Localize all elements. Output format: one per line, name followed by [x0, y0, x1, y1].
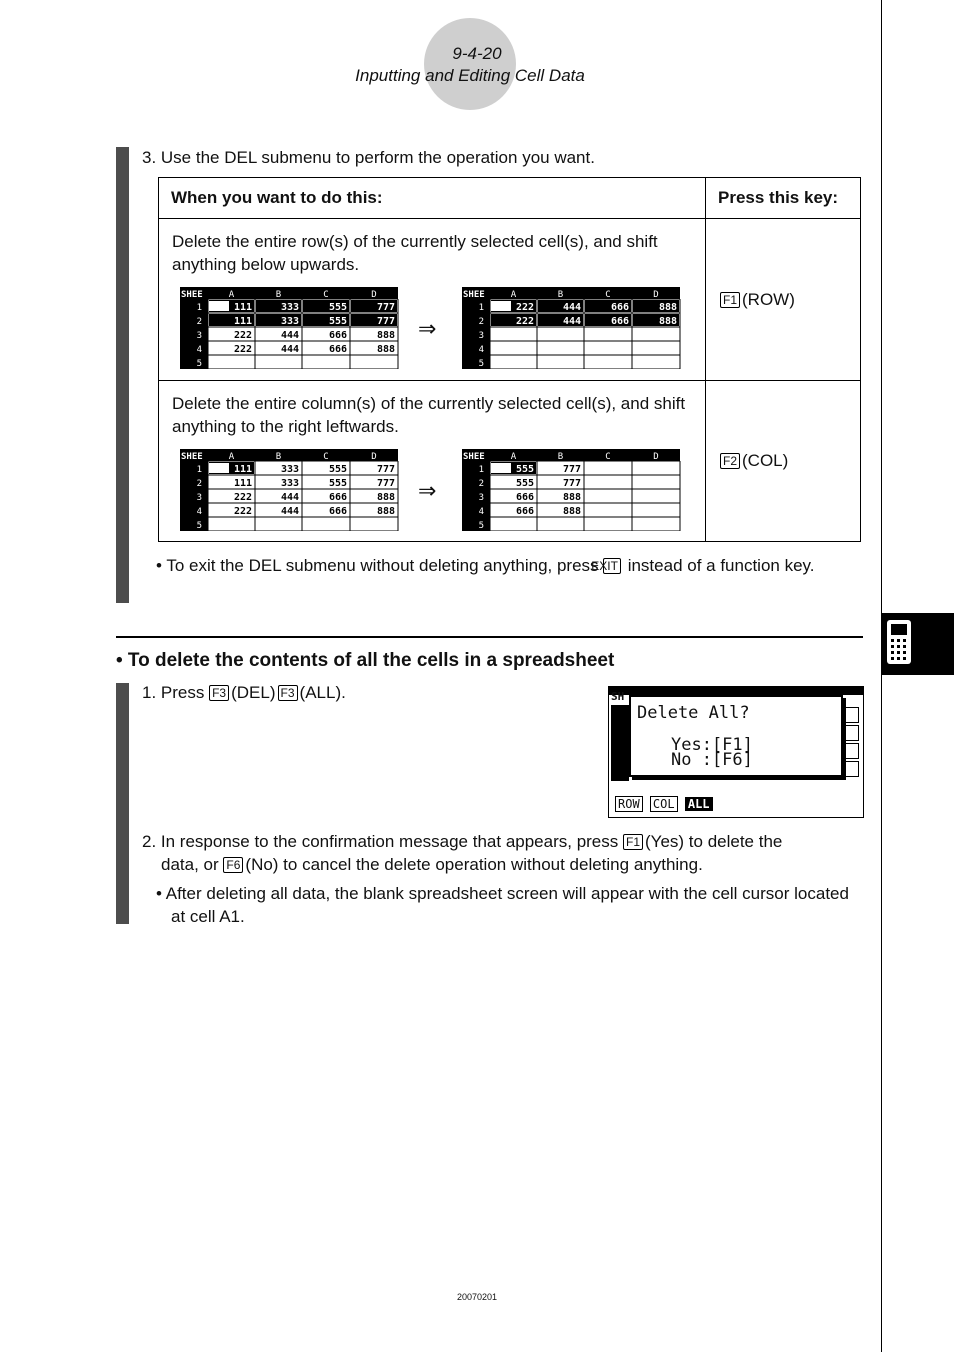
- cell-value: 666: [328, 506, 347, 517]
- row-number: 5: [196, 521, 202, 531]
- row-number: 3: [196, 331, 202, 341]
- transform-arrow: ⇒: [418, 316, 437, 341]
- f2-key: F2: [720, 453, 740, 469]
- screen-row-after: [462, 287, 682, 369]
- cell-value: 888: [376, 506, 395, 517]
- screen-column-before: [180, 449, 400, 531]
- row-description: Delete the entire row(s) of the currently selected cell(s), and shift anything below upwards.: [172, 232, 658, 274]
- screen-header-strip: [609, 687, 863, 695]
- row-key-cell: [706, 219, 861, 381]
- cell-value: 333: [280, 478, 299, 489]
- step1-label-all: (ALL).: [299, 683, 346, 702]
- cell-value: 111: [233, 464, 252, 475]
- cell-value: 222: [233, 492, 252, 503]
- page-title: Inputting and Editing Cell Data: [355, 66, 585, 85]
- cell-value: 777: [562, 478, 581, 489]
- cell-value: 111: [233, 302, 252, 313]
- column-header: A: [510, 452, 517, 462]
- dialog-no-option: No :[F6]: [671, 750, 753, 770]
- cell-value: 555: [328, 464, 347, 475]
- menu-all: ALL: [685, 797, 713, 811]
- cell-value: 555: [515, 464, 534, 475]
- cell-value: 777: [562, 464, 581, 475]
- f3-key: F3: [278, 685, 298, 701]
- footer-code: 20070201: [456, 1292, 498, 1302]
- cell-value: 888: [376, 492, 395, 503]
- row-number: 5: [478, 359, 484, 369]
- cell-value: 444: [280, 506, 299, 517]
- cell-value: 444: [562, 316, 581, 327]
- section-title: • To delete the contents of all the cells in a spreadsheet: [116, 650, 615, 671]
- column-header: B: [557, 290, 564, 300]
- step2-part1: 2. In response to the confirmation message that appears, press: [142, 832, 619, 851]
- exit-key: EXIT: [603, 558, 621, 574]
- sheet-label: SHEE: [463, 452, 485, 462]
- cell-value: 222: [233, 344, 252, 355]
- column-header: C: [323, 452, 329, 462]
- cell-value: 888: [562, 492, 581, 503]
- menu-col: COL: [650, 796, 678, 812]
- row-key-label: (ROW): [742, 289, 795, 309]
- cell-value: 666: [610, 302, 629, 313]
- cell-value: 222: [233, 506, 252, 517]
- row-number: 5: [196, 359, 202, 369]
- table-header-key: Press this key:: [706, 178, 861, 219]
- column-header: B: [557, 452, 564, 462]
- cell-value: 777: [376, 464, 395, 475]
- column-header: A: [228, 452, 235, 462]
- cell-value: 555: [515, 478, 534, 489]
- f1-key: F1: [720, 292, 740, 308]
- cell-value: 333: [280, 464, 299, 475]
- chapter-tab: [882, 613, 954, 675]
- row-number: 2: [196, 479, 202, 489]
- exit-note-text: • To exit the DEL submenu without deleting anything, press: [156, 556, 599, 575]
- step2-part4: (No) to cancel the delete operation without deleting anything.: [245, 855, 703, 874]
- row-number: 1: [478, 303, 484, 313]
- cell-value: 888: [376, 330, 395, 341]
- cell-value: 555: [328, 302, 347, 313]
- cell-cursor: [209, 463, 229, 473]
- screen-row-before: [180, 287, 400, 369]
- step2-part3: data, or: [161, 855, 219, 874]
- cell-cursor: [491, 301, 511, 311]
- row-number: 1: [196, 465, 202, 475]
- dialog-question: Delete All?: [637, 703, 750, 723]
- cell-value: 555: [328, 478, 347, 489]
- row-number: 1: [478, 465, 484, 475]
- step2-text: [142, 830, 842, 876]
- column-header: B: [275, 452, 282, 462]
- step2-part2: (Yes) to delete the: [645, 832, 783, 851]
- transform-arrow: ⇒: [418, 478, 437, 503]
- column-header: D: [653, 452, 659, 462]
- row-number: 2: [478, 317, 484, 327]
- cell-value: 777: [376, 316, 395, 327]
- cell-value: 222: [515, 302, 534, 313]
- cell-cursor: [491, 463, 511, 473]
- column-header: C: [605, 290, 611, 300]
- column-key-cell: [706, 381, 861, 542]
- row-number: 5: [478, 521, 484, 531]
- column-header: A: [510, 290, 517, 300]
- row-number: 2: [478, 479, 484, 489]
- screen-function-menu: [615, 797, 713, 811]
- calculator-icon: [882, 613, 954, 675]
- table-header-action: When you want to do this:: [159, 178, 706, 219]
- cell-value: 666: [610, 316, 629, 327]
- menu-row: ROW: [615, 796, 643, 812]
- row-number: 3: [196, 493, 202, 503]
- right-margin-rule: [881, 0, 882, 1352]
- column-header: D: [371, 452, 377, 462]
- page-number: 9-4-20: [452, 44, 502, 63]
- delete-all-screen: [608, 686, 864, 818]
- row-number: 1: [196, 303, 202, 313]
- delete-all-dialog: [629, 695, 843, 777]
- cell-value: 111: [233, 478, 252, 489]
- screen-grid-edge: [841, 707, 859, 781]
- step-sidebar-bar: [116, 147, 129, 603]
- step3-text: 3. Use the DEL submenu to perform the operation you want.: [142, 148, 595, 167]
- column-header: D: [653, 290, 659, 300]
- cell-value: 444: [562, 302, 581, 313]
- cell-value: 666: [328, 492, 347, 503]
- sheet-label: SHEE: [181, 290, 203, 300]
- cell-value: 666: [328, 330, 347, 341]
- column-header: B: [275, 290, 282, 300]
- dialog-yes-option: Yes:[F1]: [671, 735, 753, 755]
- cell-value: 444: [280, 330, 299, 341]
- after-delete-note: • After deleting all data, the blank spreadsheet screen will appear with the cell cursor located at cell A1.: [156, 884, 849, 926]
- f3-key: F3: [209, 685, 229, 701]
- cell-value: 888: [658, 302, 677, 313]
- header-circle: [424, 18, 516, 110]
- exit-note: [156, 554, 871, 577]
- cell-value: 666: [328, 344, 347, 355]
- cell-value: 888: [658, 316, 677, 327]
- cell-value: 444: [280, 492, 299, 503]
- cell-value: 444: [280, 344, 299, 355]
- cell-value: 666: [515, 506, 534, 517]
- cell-value: 222: [515, 316, 534, 327]
- screen-sheet-label: SH: [611, 690, 625, 703]
- step1-text: [142, 681, 346, 704]
- cell-value: 777: [376, 478, 395, 489]
- exit-note-text-end: instead of a function key.: [627, 556, 815, 575]
- cell-cursor: [209, 301, 229, 311]
- column-key-label: (COL): [742, 451, 789, 470]
- step-sidebar-bar: [116, 683, 129, 924]
- cell-value: 333: [280, 316, 299, 327]
- screen-row-strip: [611, 705, 629, 781]
- f1-key: F1: [623, 834, 643, 850]
- cell-value: 111: [233, 316, 252, 327]
- row-number: 4: [478, 507, 484, 517]
- sheet-label: SHEE: [181, 452, 203, 462]
- cell-value: 777: [376, 302, 395, 313]
- row-number: 3: [478, 493, 484, 503]
- cell-value: 222: [233, 330, 252, 341]
- cell-value: 666: [515, 492, 534, 503]
- column-description: Delete the entire column(s) of the currently selected cell(s), and shift anything to the right leftwards.: [172, 394, 686, 436]
- row-number: 4: [196, 507, 202, 517]
- cell-value: 888: [376, 344, 395, 355]
- screen-column-after: [462, 449, 682, 531]
- cell-value: 555: [328, 316, 347, 327]
- row-number: 2: [196, 317, 202, 327]
- column-header: D: [371, 290, 377, 300]
- cell-value: 888: [562, 506, 581, 517]
- row-number: 4: [196, 345, 202, 355]
- column-header: C: [605, 452, 611, 462]
- row-number: 4: [478, 345, 484, 355]
- cell-value: 333: [280, 302, 299, 313]
- step1-prefix: 1. Press: [142, 683, 205, 702]
- f6-key: F6: [223, 857, 243, 873]
- row-number: 3: [478, 331, 484, 341]
- sheet-label: SHEE: [463, 290, 485, 300]
- step1-label-del: (DEL): [231, 683, 276, 702]
- column-header: A: [228, 290, 235, 300]
- section-rule: [116, 636, 863, 638]
- column-header: C: [323, 290, 329, 300]
